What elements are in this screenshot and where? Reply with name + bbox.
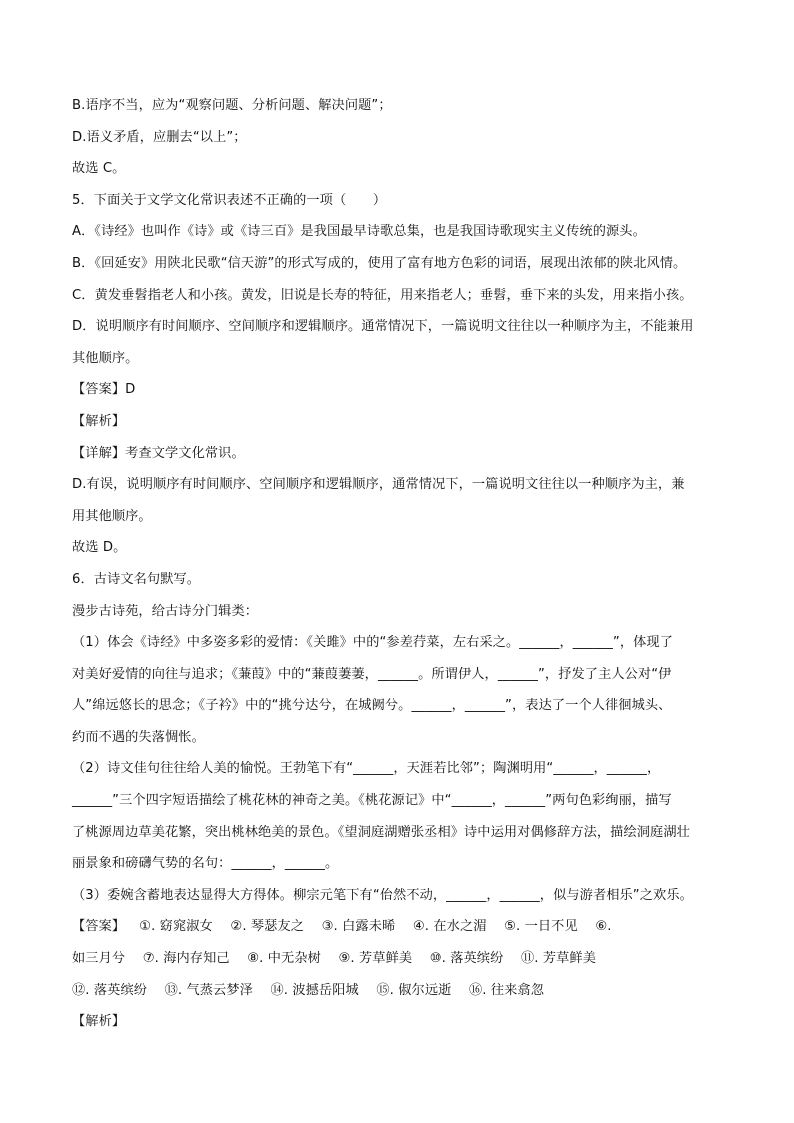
answer-row-3: ⑫. 落英缤纷 ⑬. 气蒸云梦泽 ⑭. 波撼岳阳城 ⑮. 俶尔远逝 ⑯. 往来翕忽: [72, 982, 544, 998]
text-line: 约而不遇的失落惆怅。: [72, 729, 205, 745]
text-line: B.语序不当，应为“观察问题、分析问题、解决问题”；: [72, 98, 392, 113]
option-b: B．《回延安》用陕北民歌“信天游”的形式写成的，使用了富有地方色彩的词语，展现出浓郁的陕北风情。: [72, 255, 687, 271]
text-line: （1）体会《诗经》中多姿多彩的爱情：《关雎》中的“参差荇菜，左右采之。______，______”，体现了: [72, 635, 674, 651]
text-line: 人”绵远悠长的思念；《子衿》中的“挑兮达兮，在城阙兮。______，______”，表达了一个人徘徊城头、: [72, 698, 672, 714]
text-line: 漫步古诗苑，给古诗分门辑类：: [72, 603, 259, 619]
text-line: （2）诗文佳句往往给人美的愉悦。王勃笔下有“______，天涯若比邻”；陶渊明用“______，______，: [72, 761, 661, 777]
analysis-label: 【解析】: [72, 413, 126, 429]
text-line: ______”三个四字短语描绘了桃花林的神奇之美。《桃花源记》中“______，______”两句色彩绚丽，描写: [72, 793, 672, 809]
option-a: A．《诗经》也叫作《诗》或《诗三百》是我国最早诗歌总集，也是我国诗歌现实主义传统的源头。: [72, 224, 646, 240]
text-line: D.语义矛盾，应删去“以上”；: [72, 129, 247, 145]
text-line: 用其他顺序。: [72, 508, 152, 524]
text-line: 了桃源周边草美花繁，突出桃林绝美的景色。《望洞庭湖赠张丞相》诗中运用对偶修辞方法，描绘洞庭湖壮: [72, 824, 690, 840]
text-line: 丽景象和磅礴气势的名句：______，______。: [72, 856, 339, 872]
text-line: （3）委婉含蓄地表达显得大方得体。柳宗元笔下有“佁然不动，______，______，似与游者相乐”之欢乐。: [72, 887, 693, 903]
question-5-title: 5．下面关于文学文化常识表述不正确的一项（ ）: [72, 192, 387, 208]
analysis-label: 【解析】: [72, 1014, 126, 1030]
text-line: D.有误，说明顺序有时间顺序、空间顺序和逻辑顺序，通常情况下，一篇说明文往往以一种顺序为主，兼: [72, 477, 685, 493]
question-6-title: 6．古诗文名句默写。: [72, 571, 201, 587]
answer-items: ①. 窈窕淑女 ②. 琴瑟友之 ③. 白露未晞 ④. 在水之湄 ⑤. 一日不见 ⑥.: [139, 919, 612, 935]
option-d-cont: 其他顺序。: [72, 350, 139, 366]
option-d: D．说明顺序有时间顺序、空间顺序和逻辑顺序。通常情况下，一篇说明文往往以一种顺序为主，不能兼用: [72, 319, 694, 335]
answer-label: 【答案】: [72, 919, 126, 935]
answer-label: 【答案】D: [72, 382, 136, 398]
document-page: [72, 98, 722, 1046]
text-line: 故选 D。: [72, 540, 127, 556]
answer-row-2: 如三月兮 ⑦. 海内存知己 ⑧. 中无杂树 ⑨. 芳草鲜美 ⑩. 落英缤纷 ⑪. 芳草鲜美: [72, 951, 596, 967]
detail-label: 【详解】考查文学文化常识。: [72, 445, 245, 461]
option-c: C．黄发垂髫指老人和小孩。黄发，旧说是长寿的特征，用来指老人；垂髫，垂下来的头发，用来指小孩。: [72, 287, 693, 303]
answer-row-1: [72, 919, 722, 935]
text-line: 对美好爱情的向往与追求；《蒹葭》中的“蒹葭萋萋，______。所谓伊人，______”，抒发了主人公对“伊: [72, 666, 672, 682]
text-line: 故选 C。: [72, 161, 126, 177]
